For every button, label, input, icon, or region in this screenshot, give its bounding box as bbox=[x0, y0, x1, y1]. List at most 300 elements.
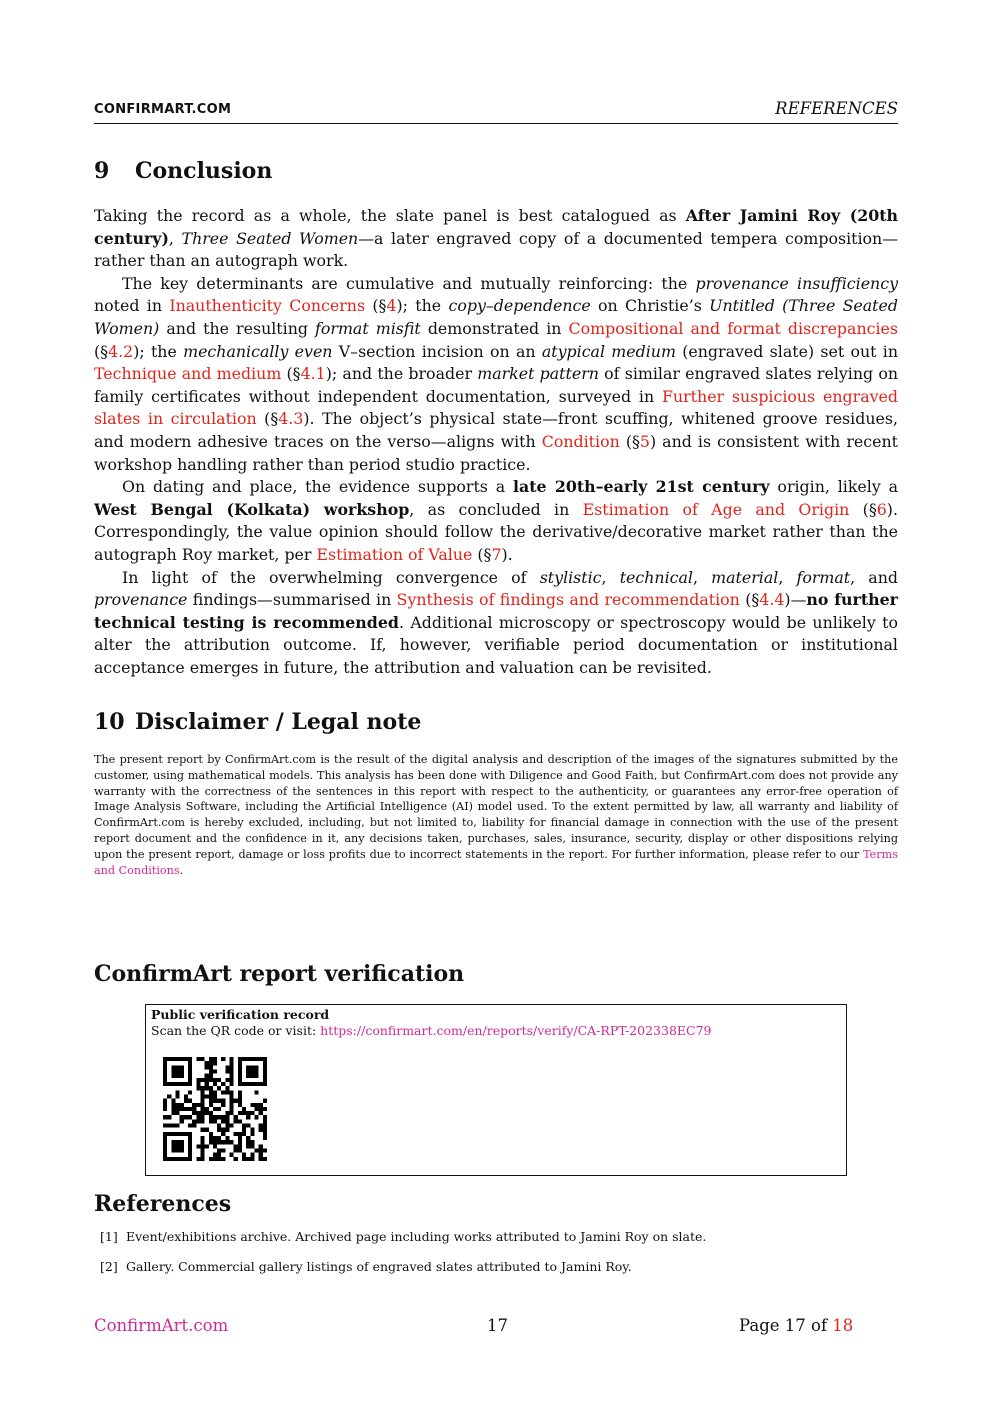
qr-module bbox=[192, 1103, 196, 1107]
qr-module bbox=[188, 1082, 192, 1086]
footer-page-number: 17 bbox=[487, 1316, 508, 1335]
qr-module bbox=[163, 1107, 167, 1111]
reference-item: [1] Event/exhibitions archive. Archived page including works attributed to Jamini Roy on slate. bbox=[100, 1229, 707, 1244]
qr-module bbox=[163, 1144, 167, 1148]
qr-module bbox=[263, 1107, 267, 1111]
qr-module bbox=[175, 1082, 179, 1086]
qr-module bbox=[163, 1074, 167, 1078]
qr-module bbox=[196, 1119, 200, 1123]
qr-module bbox=[242, 1111, 246, 1115]
qr-module bbox=[259, 1144, 263, 1148]
qr-module bbox=[192, 1124, 196, 1128]
qr-module bbox=[184, 1082, 188, 1086]
qr-module bbox=[209, 1115, 213, 1119]
qr-module bbox=[209, 1061, 213, 1065]
attribution-label: After Jamini Roy (20th century) bbox=[94, 206, 899, 248]
qr-module bbox=[180, 1132, 184, 1136]
qr-module bbox=[217, 1128, 221, 1132]
qr-module bbox=[246, 1136, 250, 1140]
qr-module bbox=[171, 1132, 175, 1136]
qr-module bbox=[196, 1103, 200, 1107]
qr-module bbox=[230, 1094, 234, 1098]
qr-module bbox=[175, 1090, 179, 1094]
qr-module bbox=[221, 1082, 225, 1086]
link-technique-and-medium[interactable]: Technique and medium bbox=[94, 364, 282, 384]
section-number: 9 bbox=[94, 158, 110, 184]
qr-module bbox=[167, 1157, 171, 1161]
qr-module bbox=[250, 1144, 254, 1148]
section-number: 10 bbox=[94, 709, 125, 735]
qr-module bbox=[163, 1149, 167, 1153]
qr-module bbox=[196, 1082, 200, 1086]
qr-module bbox=[209, 1119, 213, 1123]
qr-module bbox=[263, 1128, 267, 1132]
qr-module bbox=[196, 1157, 200, 1161]
qr-module bbox=[167, 1082, 171, 1086]
footer-site-link[interactable]: ConfirmArt.com bbox=[94, 1316, 229, 1335]
qr-module bbox=[263, 1119, 267, 1123]
qr-module bbox=[225, 1128, 229, 1132]
qr-module bbox=[217, 1153, 221, 1157]
ref-section-4[interactable]: 4 bbox=[386, 296, 397, 316]
qr-module bbox=[163, 1153, 167, 1157]
qr-module bbox=[221, 1132, 225, 1136]
qr-module bbox=[196, 1086, 200, 1090]
qr-module bbox=[246, 1115, 250, 1119]
qr-module bbox=[230, 1090, 234, 1094]
qr-module bbox=[238, 1149, 242, 1153]
qr-module bbox=[213, 1119, 217, 1123]
reference-item: [2] Gallery. Commercial gallery listings of engraved slates attributed to Jamini Roy. bbox=[100, 1259, 632, 1274]
qr-module bbox=[238, 1078, 242, 1082]
qr-module bbox=[242, 1124, 246, 1128]
qr-module bbox=[209, 1094, 213, 1098]
qr-module bbox=[163, 1069, 167, 1073]
qr-module bbox=[263, 1115, 267, 1119]
qr-module bbox=[209, 1136, 213, 1140]
conclusion-paragraph-4: In light of the overwhelming convergence of stylistic, technical, material, format, and provenance findings—summarised in Synthesis of findings and recommendation (§4.4)—no further technical testing is recommended. Additional microscopy or spectroscopy would be unlikely to alter the attribution outcome. If, however, verifiable period documentation or institutional acceptance emerges in future, the attribution and valuation can be revisited. bbox=[94, 567, 899, 677]
qr-module bbox=[230, 1061, 234, 1065]
qr-module bbox=[200, 1090, 204, 1094]
header-logo: CONFIRMART.COM bbox=[94, 102, 232, 117]
qr-module bbox=[217, 1107, 221, 1111]
qr-module bbox=[200, 1107, 204, 1111]
qr-module bbox=[217, 1136, 221, 1140]
qr-module bbox=[192, 1107, 196, 1111]
qr-module bbox=[171, 1065, 175, 1069]
ref-section-4-3[interactable]: 4.3 bbox=[278, 409, 304, 429]
qr-module bbox=[213, 1094, 217, 1098]
qr-module bbox=[221, 1103, 225, 1107]
qr-module bbox=[221, 1119, 225, 1123]
qr-module bbox=[242, 1157, 246, 1161]
qr-module bbox=[242, 1128, 246, 1132]
ref-section-4-4[interactable]: 4.4 bbox=[759, 590, 785, 610]
ref-section-6[interactable]: 6 bbox=[876, 499, 887, 519]
qr-module bbox=[263, 1157, 267, 1161]
qr-module bbox=[259, 1153, 263, 1157]
qr-module bbox=[234, 1144, 238, 1148]
qr-module bbox=[213, 1090, 217, 1094]
qr-module bbox=[175, 1069, 179, 1073]
qr-module bbox=[171, 1107, 175, 1111]
qr-module bbox=[259, 1111, 263, 1115]
qr-module bbox=[250, 1132, 254, 1136]
qr-module bbox=[188, 1124, 192, 1128]
qr-module bbox=[221, 1099, 225, 1103]
qr-module bbox=[188, 1061, 192, 1065]
qr-module bbox=[217, 1157, 221, 1161]
qr-module bbox=[217, 1099, 221, 1103]
qr-module bbox=[188, 1065, 192, 1069]
qr-module bbox=[188, 1149, 192, 1153]
qr-module bbox=[205, 1094, 209, 1098]
qr-module bbox=[230, 1111, 234, 1115]
qr-module bbox=[180, 1140, 184, 1144]
qr-module bbox=[171, 1111, 175, 1115]
qr-module bbox=[209, 1157, 213, 1161]
link-estimation-age-origin[interactable]: Estimation of Age and Origin bbox=[582, 499, 850, 519]
qr-module bbox=[250, 1069, 254, 1073]
qr-module bbox=[209, 1090, 213, 1094]
qr-module bbox=[205, 1128, 209, 1132]
qr-module bbox=[200, 1115, 204, 1119]
qr-module bbox=[263, 1057, 267, 1061]
qr-module bbox=[171, 1082, 175, 1086]
verification-box-title: Public verification record bbox=[151, 1007, 330, 1022]
qr-module bbox=[200, 1136, 204, 1140]
qr-module bbox=[163, 1136, 167, 1140]
qr-module bbox=[205, 1144, 209, 1148]
link-synthesis-findings[interactable]: Synthesis of findings and recommendation bbox=[396, 590, 740, 610]
qr-module bbox=[225, 1115, 229, 1119]
qr-module bbox=[230, 1124, 234, 1128]
qr-module bbox=[175, 1065, 179, 1069]
qr-module bbox=[171, 1057, 175, 1061]
qr-module bbox=[238, 1094, 242, 1098]
qr-module bbox=[230, 1078, 234, 1082]
qr-module bbox=[209, 1086, 213, 1090]
qr-module bbox=[255, 1065, 259, 1069]
qr-module bbox=[259, 1149, 263, 1153]
qr-module bbox=[255, 1107, 259, 1111]
qr-module bbox=[175, 1140, 179, 1144]
conclusion-paragraph-2: The key determinants are cumulative and mutually reinforcing: the provenance insufficiency noted in Inauthenticity Concerns (§4); the copy–dependence on Christie’s Untitled (Three Seated Women) and the resulting format misfit demonstrated in Compositional and format discrepancies (§4.2); the mechanically even V–section incision on an atypical medium (engraved slate) set out in Technique and medium (§4.1); and the broader market pattern of similar engraved slates relying on family certificates without independent documentation, surveyed in Further suspicious engraved slates in circulation (§4.3). The object’s physical state—front scuffing, whitened groove residues, and modern adhesive traces on the verso—aligns with Condition (§5) and is consistent with recent workshop handling rather than period studio practice. bbox=[94, 273, 899, 474]
qr-module bbox=[163, 1082, 167, 1086]
qr-module bbox=[238, 1103, 242, 1107]
ref-section-5[interactable]: 5 bbox=[639, 431, 650, 451]
qr-module bbox=[209, 1111, 213, 1115]
qr-module bbox=[200, 1157, 204, 1161]
qr-module bbox=[209, 1057, 213, 1061]
qr-module bbox=[221, 1090, 225, 1094]
qr-module bbox=[200, 1119, 204, 1123]
qr-module bbox=[221, 1057, 225, 1061]
qr-module bbox=[175, 1057, 179, 1061]
qr-module bbox=[184, 1115, 188, 1119]
qr-module bbox=[209, 1099, 213, 1103]
link-estimation-value[interactable]: Estimation of Value bbox=[316, 544, 473, 564]
qr-module bbox=[255, 1082, 259, 1086]
qr-module bbox=[242, 1107, 246, 1111]
qr-module bbox=[171, 1069, 175, 1073]
qr-module bbox=[188, 1107, 192, 1111]
qr-module bbox=[217, 1124, 221, 1128]
qr-module bbox=[259, 1103, 263, 1107]
qr-module bbox=[184, 1157, 188, 1161]
qr-module bbox=[225, 1078, 229, 1082]
conclusion-paragraph-1: Taking the record as a whole, the slate panel is best catalogued as After Jamini Roy (20th century), Three Seated Women—a later engraved copy of a documented tempera composition—rather than an autograph work. bbox=[94, 206, 899, 271]
qr-module bbox=[175, 1107, 179, 1111]
qr-module bbox=[184, 1099, 188, 1103]
qr-module bbox=[230, 1099, 234, 1103]
qr-module bbox=[213, 1144, 217, 1148]
link-compositional-discrepancies[interactable]: Compositional and format discrepancies bbox=[568, 318, 898, 338]
qr-module bbox=[238, 1057, 242, 1061]
qr-module bbox=[196, 1057, 200, 1061]
qr-module bbox=[180, 1144, 184, 1148]
qr-module bbox=[200, 1153, 204, 1157]
qr-module bbox=[196, 1111, 200, 1115]
qr-module bbox=[242, 1082, 246, 1086]
qr-module bbox=[250, 1153, 254, 1157]
qr-module bbox=[263, 1124, 267, 1128]
qr-module bbox=[250, 1074, 254, 1078]
qr-module bbox=[184, 1107, 188, 1111]
qr-module bbox=[238, 1082, 242, 1086]
qr-module bbox=[205, 1065, 209, 1069]
qr-module bbox=[163, 1124, 167, 1128]
qr-module bbox=[167, 1124, 171, 1128]
running-title: REFERENCES bbox=[775, 99, 898, 118]
qr-module bbox=[263, 1132, 267, 1136]
qr-module bbox=[163, 1132, 167, 1136]
qr-module bbox=[246, 1065, 250, 1069]
verification-box bbox=[145, 1004, 847, 1176]
qr-module bbox=[171, 1103, 175, 1107]
qr-module bbox=[221, 1149, 225, 1153]
qr-module bbox=[188, 1140, 192, 1144]
qr-module bbox=[238, 1099, 242, 1103]
qr-module bbox=[230, 1069, 234, 1073]
qr-module bbox=[205, 1061, 209, 1065]
qr-module bbox=[263, 1149, 267, 1153]
qr-module bbox=[209, 1069, 213, 1073]
ref-section-7[interactable]: 7 bbox=[491, 544, 502, 564]
qr-module bbox=[263, 1061, 267, 1065]
qr-module bbox=[196, 1078, 200, 1082]
qr-module bbox=[250, 1111, 254, 1115]
qr-module bbox=[230, 1103, 234, 1107]
qr-module bbox=[175, 1144, 179, 1148]
qr-module bbox=[234, 1099, 238, 1103]
qr-module bbox=[213, 1099, 217, 1103]
qr-module bbox=[200, 1111, 204, 1115]
qr-module bbox=[163, 1099, 167, 1103]
qr-module bbox=[200, 1078, 204, 1082]
qr-module bbox=[213, 1057, 217, 1061]
link-further-suspicious-slates[interactable]: Further suspicious engraved slates in circulation bbox=[94, 386, 898, 429]
link-inauthenticity-concerns[interactable]: Inauthenticity Concerns bbox=[169, 296, 366, 316]
qr-module bbox=[246, 1069, 250, 1073]
qr-module bbox=[171, 1140, 175, 1144]
qr-module bbox=[205, 1078, 209, 1082]
qr-module bbox=[263, 1099, 267, 1103]
qr-module bbox=[230, 1153, 234, 1157]
last-page-link[interactable]: 18 bbox=[832, 1316, 854, 1335]
qr-module bbox=[209, 1065, 213, 1069]
qr-module bbox=[180, 1082, 184, 1086]
qr-module bbox=[163, 1057, 167, 1061]
qr-module bbox=[230, 1140, 234, 1144]
qr-module bbox=[188, 1153, 192, 1157]
qr-module bbox=[259, 1082, 263, 1086]
ref-section-4-1[interactable]: 4.1 bbox=[300, 364, 326, 384]
qr-module bbox=[192, 1119, 196, 1123]
qr-module bbox=[234, 1132, 238, 1136]
qr-module bbox=[255, 1149, 259, 1153]
qr-module bbox=[213, 1061, 217, 1065]
qr-module bbox=[180, 1115, 184, 1119]
qr-module bbox=[180, 1107, 184, 1111]
qr-module bbox=[238, 1144, 242, 1148]
qr-module bbox=[246, 1140, 250, 1144]
qr-module bbox=[209, 1103, 213, 1107]
qr-module bbox=[200, 1128, 204, 1132]
qr-module bbox=[225, 1086, 229, 1090]
qr-module bbox=[213, 1157, 217, 1161]
qr-module bbox=[238, 1140, 242, 1144]
qr-module bbox=[259, 1057, 263, 1061]
qr-module bbox=[259, 1128, 263, 1132]
qr-module bbox=[205, 1107, 209, 1111]
qr-module bbox=[225, 1090, 229, 1094]
qr-module bbox=[209, 1074, 213, 1078]
qr-module bbox=[175, 1124, 179, 1128]
qr-module bbox=[184, 1132, 188, 1136]
qr-module bbox=[209, 1140, 213, 1144]
qr-module bbox=[175, 1111, 179, 1115]
qr-module bbox=[250, 1082, 254, 1086]
qr-module bbox=[163, 1061, 167, 1065]
qr-module bbox=[200, 1086, 204, 1090]
verification-heading: ConfirmArt report verification bbox=[94, 961, 465, 987]
qr-module bbox=[209, 1078, 213, 1082]
qr-module bbox=[196, 1144, 200, 1148]
qr-module bbox=[246, 1157, 250, 1161]
qr-module bbox=[217, 1149, 221, 1153]
qr-module bbox=[188, 1099, 192, 1103]
qr-module bbox=[184, 1057, 188, 1061]
qr-module bbox=[238, 1074, 242, 1078]
qr-module bbox=[163, 1115, 167, 1119]
qr-module bbox=[163, 1065, 167, 1069]
qr-module bbox=[213, 1136, 217, 1140]
section-title: Conclusion bbox=[135, 158, 273, 184]
qr-module bbox=[225, 1111, 229, 1115]
qr-module bbox=[180, 1119, 184, 1123]
qr-module bbox=[200, 1094, 204, 1098]
qr-module bbox=[221, 1128, 225, 1132]
qr-module bbox=[171, 1074, 175, 1078]
qr-module bbox=[238, 1069, 242, 1073]
qr-module bbox=[188, 1090, 192, 1094]
qr-module bbox=[188, 1069, 192, 1073]
qr-module bbox=[200, 1099, 204, 1103]
qr-module bbox=[238, 1136, 242, 1140]
qr-module bbox=[230, 1074, 234, 1078]
conclusion-body bbox=[94, 205, 898, 679]
qr-module bbox=[225, 1065, 229, 1069]
qr-module bbox=[180, 1065, 184, 1069]
qr-module bbox=[238, 1065, 242, 1069]
terms-link[interactable]: Terms and Conditions bbox=[94, 847, 898, 877]
qr-module bbox=[171, 1157, 175, 1161]
qr-module bbox=[217, 1086, 221, 1090]
qr-module bbox=[246, 1082, 250, 1086]
qr-module bbox=[221, 1140, 225, 1144]
qr-module bbox=[213, 1107, 217, 1111]
link-condition[interactable]: Condition bbox=[541, 431, 620, 451]
qr-module bbox=[225, 1136, 229, 1140]
qr-module bbox=[255, 1069, 259, 1073]
qr-module bbox=[259, 1107, 263, 1111]
running-header bbox=[94, 99, 898, 124]
qr-module bbox=[225, 1069, 229, 1073]
qr-module bbox=[255, 1074, 259, 1078]
qr-module bbox=[230, 1107, 234, 1111]
qr-module bbox=[217, 1115, 221, 1119]
qr-module bbox=[255, 1090, 259, 1094]
qr-module bbox=[205, 1086, 209, 1090]
qr-module bbox=[255, 1103, 259, 1107]
qr-module bbox=[180, 1149, 184, 1153]
qr-module bbox=[234, 1115, 238, 1119]
qr-module bbox=[205, 1111, 209, 1115]
qr-module bbox=[200, 1144, 204, 1148]
conclusion-paragraph-3: On dating and place, the evidence supports a late 20th–early 21st century origin, likely a West Bengal (Kolkata) workshop, as concluded in Estimation of Age and Origin (§6). Correspondingly, the value opinion should follow the derivative/decorative market rather than the autograph Roy market, per Estimation of Value (§7). bbox=[94, 477, 898, 564]
qr-module bbox=[180, 1074, 184, 1078]
qr-module bbox=[263, 1074, 267, 1078]
qr-module bbox=[175, 1094, 179, 1098]
disclaimer-heading bbox=[94, 709, 421, 735]
qr-module bbox=[234, 1149, 238, 1153]
qr-module bbox=[221, 1115, 225, 1119]
qr-module bbox=[175, 1103, 179, 1107]
verification-url-link[interactable]: https://confirmart.com/en/reports/verify/CA-RPT-202338EC79 bbox=[320, 1023, 712, 1038]
ref-section-4-2[interactable]: 4.2 bbox=[108, 341, 134, 361]
qr-module bbox=[175, 1149, 179, 1153]
qr-module bbox=[217, 1078, 221, 1082]
qr-module bbox=[250, 1140, 254, 1144]
qr-module bbox=[255, 1057, 259, 1061]
qr-module bbox=[225, 1124, 229, 1128]
qr-code-icon[interactable] bbox=[163, 1057, 267, 1161]
qr-module bbox=[246, 1124, 250, 1128]
qr-module bbox=[238, 1111, 242, 1115]
qr-module bbox=[175, 1132, 179, 1136]
qr-module bbox=[250, 1057, 254, 1061]
qr-module bbox=[263, 1082, 267, 1086]
qr-module bbox=[205, 1082, 209, 1086]
section-title: Disclaimer / Legal note bbox=[135, 709, 422, 735]
qr-module bbox=[246, 1144, 250, 1148]
qr-module bbox=[175, 1074, 179, 1078]
qr-module bbox=[213, 1069, 217, 1073]
qr-module bbox=[246, 1057, 250, 1061]
qr-module bbox=[242, 1057, 246, 1061]
qr-module bbox=[250, 1128, 254, 1132]
